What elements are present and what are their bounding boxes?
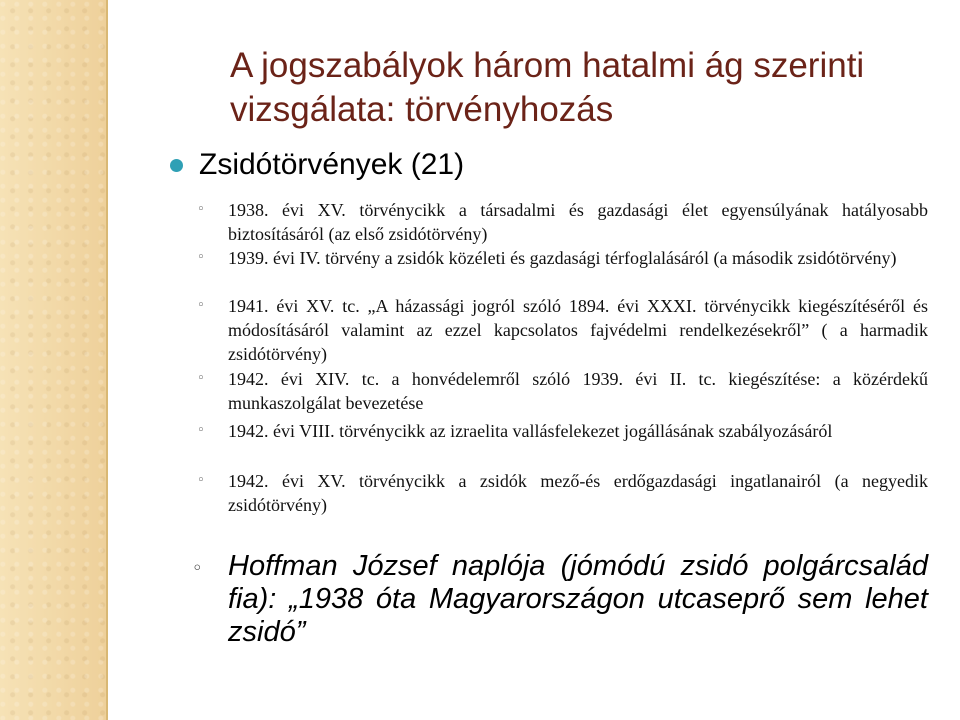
slide-title: A jogszabályok három hatalmi ág szerinti vizsgálata: törvényhozás	[230, 46, 865, 129]
bullet-circle-icon: ◦	[197, 250, 205, 265]
list-item	[197, 198, 928, 246]
list-item-text: 1941. évi XV. tc. „A házassági jogról szóló 1894. évi XXXI. törvénycikk kiegészítéséről és módosításáról valamint az ezzel kapcsolatos fajvédelmi rendelkezésekről” ( a harmadik zsidótörvény)	[228, 296, 928, 364]
list-item-text: 1942. évi VIII. törvénycikk az izraelita vallásfelekezet jogállásának szabályozásáról	[228, 421, 833, 441]
list-item-text: 1938. évi XV. törvénycikk a társadalmi és gazdasági élet egyensúlyának hatályosabb biztosításáról (az első zsidótörvény)	[228, 200, 928, 244]
list-item-text: 1939. évi IV. törvény a zsidók közéleti és gazdasági térfoglalásáról (a második zsidótörvény)	[228, 248, 897, 268]
bullet-dot-icon	[170, 159, 183, 172]
list-item-text: 1942. évi XIV. tc. a honvédelemről szóló 1939. évi II. tc. kiegészítése: a közérdekű munkaszolgálat bevezetése	[228, 369, 928, 413]
bullet-circle-icon: ◦	[197, 371, 205, 386]
list-item	[197, 246, 928, 270]
bullet-circle-icon: ◦	[192, 558, 203, 579]
quote-item	[192, 550, 928, 649]
bullet-circle-icon: ◦	[197, 473, 205, 488]
section-heading: Zsidótörvények (21)	[199, 148, 465, 181]
list-item	[197, 469, 928, 517]
quote-text: Hoffman József naplója (jómódú zsidó polgárcsalád fia): „1938 óta Magyarországon utcaseprő sem lehet zsidó”	[228, 550, 928, 648]
bullet-circle-icon: ◦	[197, 423, 205, 438]
list-item	[197, 367, 928, 415]
bullet-circle-icon: ◦	[197, 298, 205, 313]
list-item	[197, 294, 928, 366]
list-item-text: 1942. évi XV. törvénycikk a zsidók mező-és erdőgazdasági ingatlanairól (a negyedik zsidótörvény)	[228, 471, 928, 515]
bullet-circle-icon: ◦	[197, 202, 205, 217]
decorative-side-panel	[0, 0, 108, 720]
list-item	[197, 419, 928, 443]
section-heading-row	[170, 148, 464, 182]
side-panel-border	[106, 0, 108, 720]
